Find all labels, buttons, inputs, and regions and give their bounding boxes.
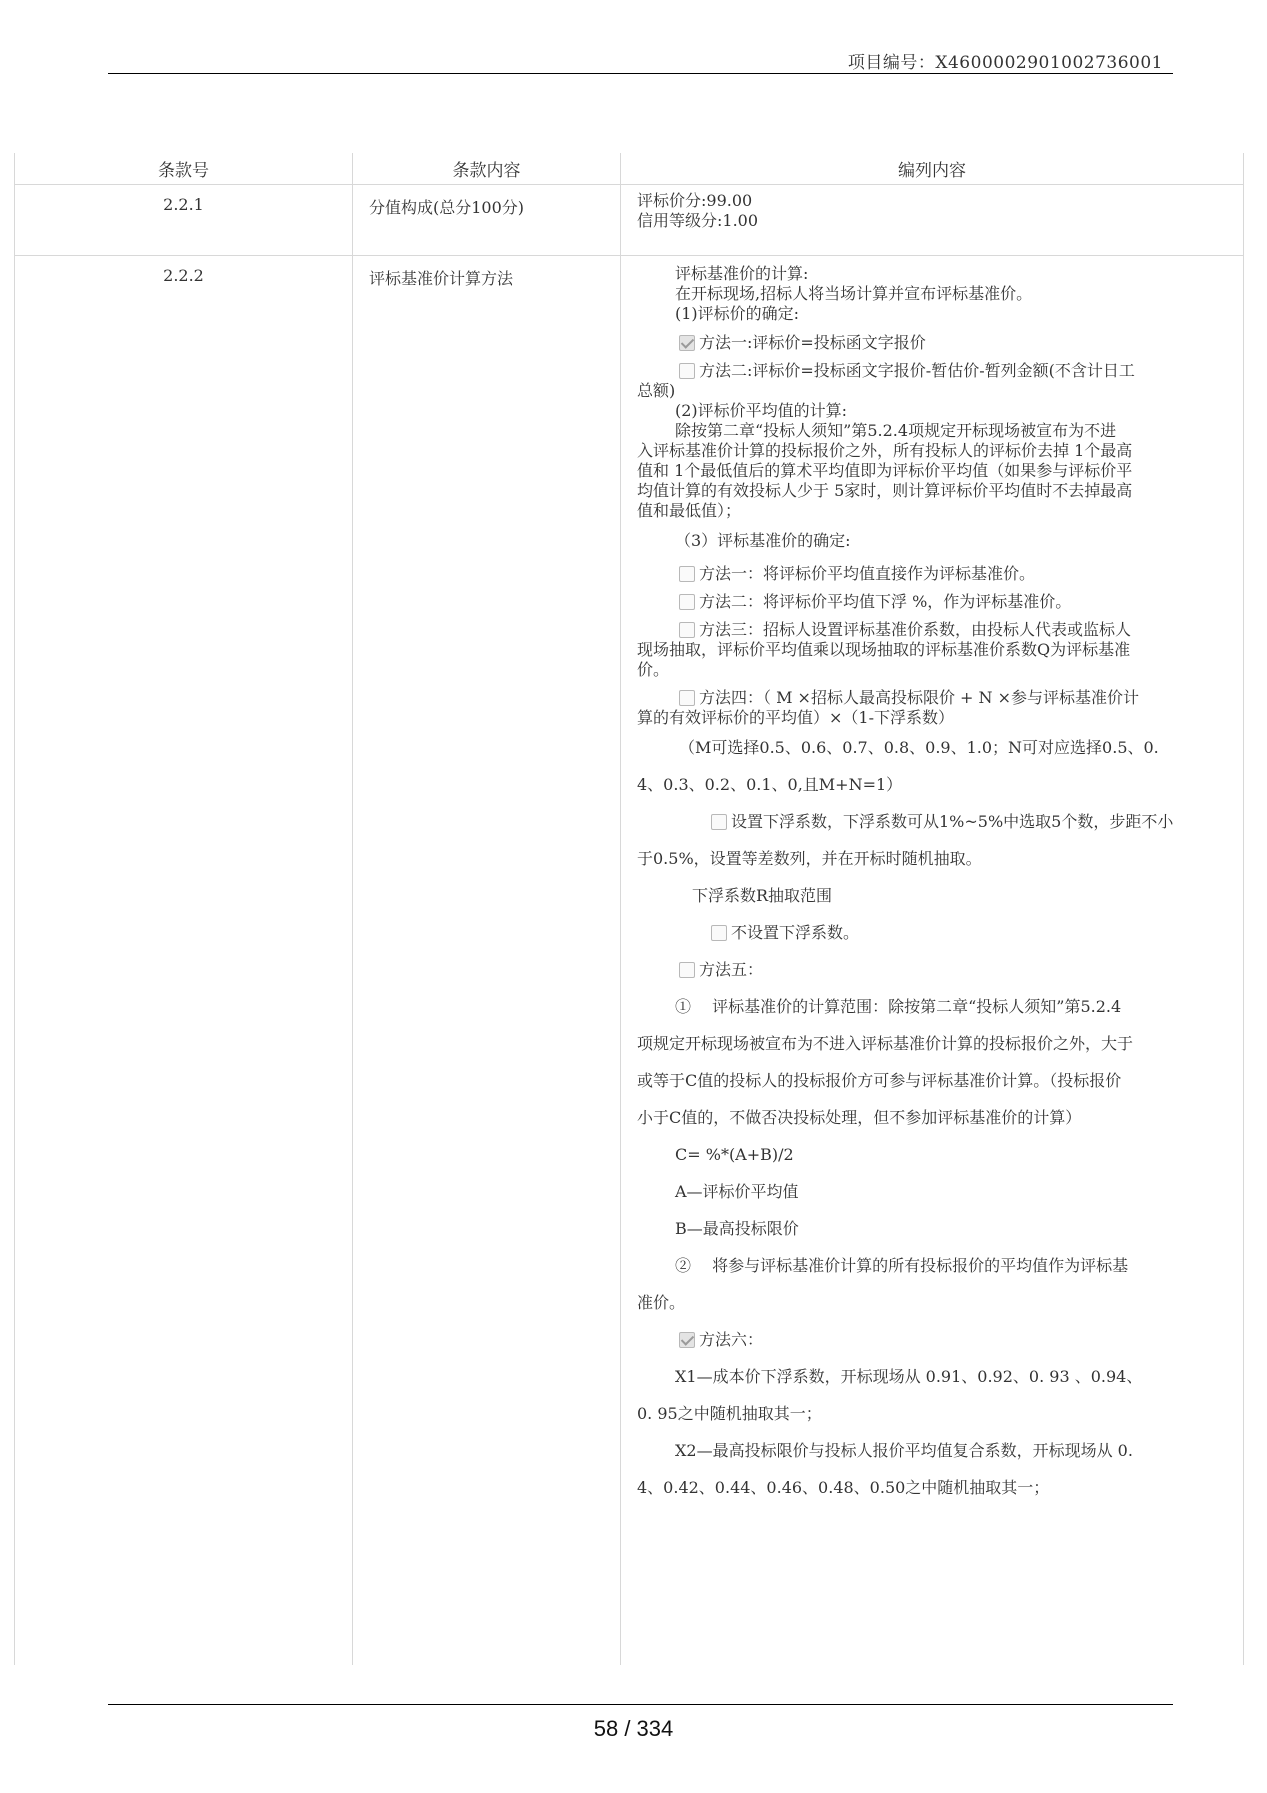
table-row bbox=[15, 256, 1244, 1666]
content-line: (2)评标价平均值的计算: bbox=[675, 401, 848, 420]
content-line: 信用等级分:1.00 bbox=[637, 211, 759, 230]
option-line bbox=[637, 914, 1213, 951]
page-number: 58 / 334 bbox=[593, 1716, 674, 1741]
option-line bbox=[637, 951, 1213, 988]
content-line: 项规定开标现场被宣布为不进入评标基准价计算的投标报价之外，大于 bbox=[637, 1034, 1134, 1053]
option-label: 不设置下浮系数。 bbox=[731, 923, 860, 942]
content-line: 评标基准价的计算: bbox=[675, 264, 809, 283]
content-line: B—最高投标限价 bbox=[675, 1219, 799, 1238]
option-label: 设置下浮系数，下浮系数可从1%~5%中选取5个数，步距不小 bbox=[731, 812, 1174, 831]
checkbox-icon[interactable] bbox=[679, 566, 695, 582]
content-line: （M可选择0.5、0.6、0.7、0.8、0.9、1.0；N可对应选择0.5、0. bbox=[679, 738, 1159, 757]
project-number: 项目编号：X4600002901002736001 bbox=[847, 53, 1163, 73]
clause-content bbox=[621, 256, 1244, 1666]
content-line: 4、0.3、0.2、0.1、0,且M+N=1） bbox=[637, 775, 903, 794]
option-label: 方法二:评标价=投标函文字报价-暂估价-暂列金额(不含计日工 bbox=[699, 361, 1135, 380]
content-line: ② 将参与评标基准价计算的所有投标报价的平均值作为评标基 bbox=[675, 1256, 1129, 1275]
content-line: （3）评标基准价的确定: bbox=[675, 531, 851, 550]
table-header-row bbox=[15, 153, 1244, 185]
content-line: 均值计算的有效投标人少于 5家时，则计算评标价平均值时不去掉最高 bbox=[637, 481, 1133, 500]
clause-number: 2.2.1 bbox=[15, 185, 353, 256]
checkbox-checked-icon[interactable] bbox=[679, 335, 695, 351]
content-line: A—评标价平均值 bbox=[675, 1182, 799, 1201]
col-header-listing-content: 编列内容 bbox=[621, 153, 1244, 185]
option-line bbox=[637, 361, 1213, 381]
option-label: 方法四：（ M ×招标人最高投标限价 + N ×参与评标基准价计 bbox=[699, 688, 1140, 707]
content-line: ① 评标基准价的计算范围：除按第二章“投标人须知”第5.2.4 bbox=[675, 997, 1122, 1016]
clause-title: 评标基准价计算方法 bbox=[353, 256, 621, 1666]
content-line: 入评标基准价计算的投标报价之外，所有投标人的评标价去掉 1个最高 bbox=[637, 441, 1133, 460]
option-line bbox=[637, 592, 1213, 612]
content-line: 算的有效评标价的平均值）×（1-下浮系数） bbox=[637, 708, 954, 727]
content-line: 值和最低值）； bbox=[637, 501, 742, 520]
col-header-clause-no: 条款号 bbox=[15, 153, 353, 185]
checkbox-icon[interactable] bbox=[679, 690, 695, 706]
content-line: 或等于C值的投标人的投标报价方可参与评标基准价计算。（投标报价 bbox=[637, 1071, 1122, 1090]
option-label: 方法三：招标人设置评标基准价系数，由投标人代表或监标人 bbox=[699, 620, 1132, 639]
content-line: 4、0.42、0.44、0.46、0.48、0.50之中随机抽取其一； bbox=[637, 1478, 1050, 1497]
checkbox-checked-icon[interactable] bbox=[679, 1332, 695, 1348]
content-line: X2—最高投标限价与投标人报价平均值复合系数，开标现场从 0. bbox=[675, 1441, 1133, 1460]
option-label: 方法五： bbox=[699, 960, 764, 979]
content-line: 小于C值的，不做否决投标处理，但不参加评标基准价的计算） bbox=[637, 1108, 1082, 1127]
content-line: 0. 95之中随机抽取其一； bbox=[637, 1404, 822, 1423]
content-line: (1)评标价的确定: bbox=[675, 304, 800, 323]
checkbox-icon[interactable] bbox=[711, 814, 727, 830]
content-line: 价。 bbox=[637, 660, 670, 679]
content-line: 评标价分:99.00 bbox=[637, 191, 753, 210]
content-line: 值和 1个最低值后的算术平均值即为评标价平均值（如果参与评标价平 bbox=[637, 461, 1133, 480]
clause-title: 分值构成(总分100分) bbox=[353, 185, 621, 256]
clause-number: 2.2.2 bbox=[15, 256, 353, 1666]
checkbox-icon[interactable] bbox=[679, 594, 695, 610]
option-line bbox=[637, 688, 1213, 708]
table-row bbox=[15, 185, 1244, 256]
content-line: 在开标现场,招标人将当场计算并宣布评标基准价。 bbox=[675, 284, 1033, 303]
content-line: X1—成本价下浮系数，开标现场从 0.91、0.92、0. 93 、0.94、 bbox=[675, 1367, 1143, 1386]
checkbox-icon[interactable] bbox=[679, 622, 695, 638]
content-line: 现场抽取，评标价平均值乘以现场抽取的评标基准价系数Q为评标基准 bbox=[637, 640, 1131, 659]
option-label: 方法一：将评标价平均值直接作为评标基准价。 bbox=[699, 564, 1036, 583]
header-divider bbox=[108, 73, 1173, 74]
option-label: 方法二：将评标价平均值下浮 %，作为评标基准价。 bbox=[699, 592, 1072, 611]
content-line: 除按第二章“投标人须知”第5.2.4项规定开标现场被宣布为不进 bbox=[675, 421, 1117, 440]
clause-content bbox=[621, 185, 1244, 256]
clause-table bbox=[14, 153, 1244, 1665]
option-label: 方法一:评标价=投标函文字报价 bbox=[699, 333, 926, 352]
content-line: 下浮系数R抽取范围 bbox=[692, 886, 833, 905]
content-line: 总额) bbox=[637, 381, 676, 400]
option-line bbox=[637, 333, 1213, 353]
formula-line: C= %*(A+B)/2 bbox=[675, 1145, 794, 1164]
checkbox-icon[interactable] bbox=[679, 363, 695, 379]
option-line bbox=[637, 1321, 1213, 1358]
checkbox-icon[interactable] bbox=[679, 962, 695, 978]
option-label: 方法六： bbox=[699, 1330, 764, 1349]
checkbox-icon[interactable] bbox=[711, 925, 727, 941]
content-line: 准价。 bbox=[637, 1293, 686, 1312]
option-line bbox=[637, 803, 1213, 840]
option-line bbox=[637, 620, 1213, 640]
footer-divider bbox=[108, 1704, 1173, 1705]
col-header-clause-content: 条款内容 bbox=[353, 153, 621, 185]
option-line bbox=[637, 564, 1213, 584]
content-line: 于0.5%，设置等差数列，并在开标时随机抽取。 bbox=[637, 849, 982, 868]
